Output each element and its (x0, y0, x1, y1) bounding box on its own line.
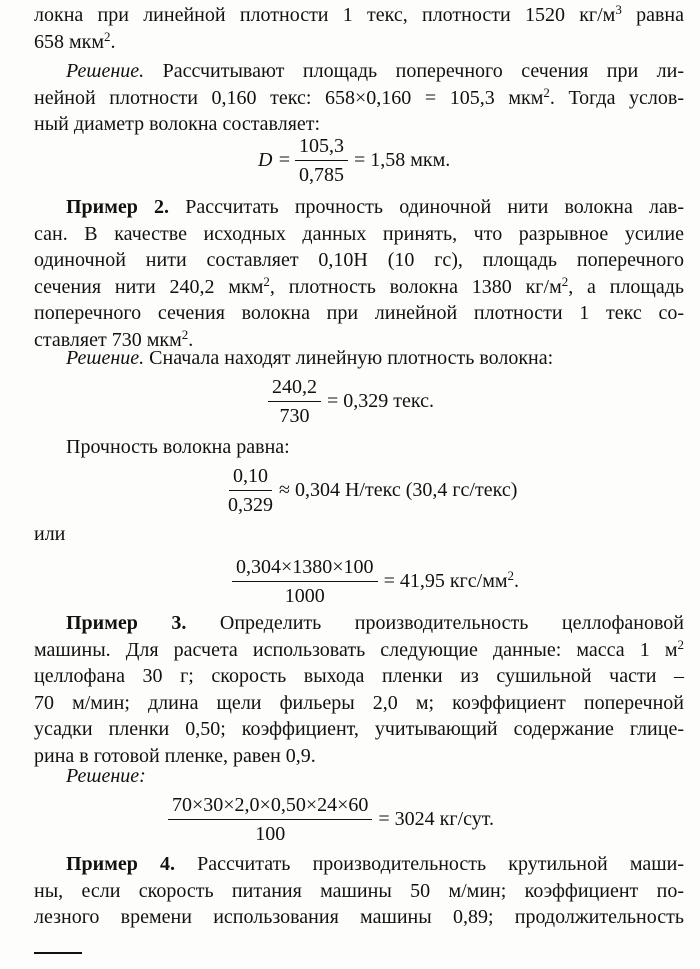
fraction (228, 464, 273, 517)
formula-linear-density (268, 375, 434, 428)
denominator: 0,329 (228, 494, 273, 516)
text-line: ны, если скорость питания машины 50 м/мин; коэффициент по- (34, 879, 684, 902)
numerator: 0,10 (229, 464, 272, 491)
fraction (232, 555, 378, 608)
numerator: 0,304×1380×100 (232, 555, 378, 582)
text-line: Пример 3. Определить производительность целлофановой (66, 612, 685, 634)
text-line: сан. В качестве исходных данных принять, что разрывное усилие (34, 222, 684, 245)
formula-lhs: D = (258, 149, 291, 172)
text-line: поперечного сечения волокна при линейной плотности 1 текс со- (34, 302, 684, 324)
text-line (34, 763, 684, 790)
formula-result: = 1,58 мкм. (353, 149, 451, 172)
example-label: Пример 2. (66, 196, 170, 218)
text-line: ный диаметр волокна составляет: (34, 113, 321, 135)
strength-line (34, 434, 684, 461)
denominator: 730 (279, 405, 310, 427)
formula-result: = 0,329 текс. (327, 390, 434, 413)
text-line: 70 м/мин; длина щели фильеры 2,0 м; коэффициент поперечной (34, 691, 684, 714)
solution-label: Решение. (66, 60, 145, 82)
formula-strength-alt (232, 555, 519, 608)
text-line: одиночной нити составляет 0,10Н (10 гс), площадь поперечного (34, 249, 684, 271)
formula-diameter (258, 134, 450, 187)
solution-2-paragraph (34, 345, 684, 372)
formula-result: = 41,95 кгс/$мм^2$. (383, 568, 520, 593)
text-line: Решение. Сначала находят линейную плотность волокна: (66, 347, 554, 369)
example-label: Пример 4. (66, 853, 175, 875)
text-line: лезного времени использования машины 0,89; продолжительность (34, 906, 684, 928)
solution-label: Решение. (66, 347, 145, 369)
text-line: 658 мкм$^2$. (34, 28, 116, 53)
solution-3-paragraph (34, 763, 684, 790)
solution-label: Решение: (66, 765, 146, 787)
text-line: или (34, 523, 66, 545)
solution-1-paragraph (34, 58, 684, 138)
numerator: 70×30×2,0×0,50×24×60 (168, 793, 372, 820)
text-line: нейной плотности 0,160 текс: 658×0,160 = 105,3 мкм$^2$. Тогда услов- (34, 84, 684, 109)
example-4-paragraph (34, 851, 684, 931)
text-line: локна при линейной плотности 1 текс, плотности 1520 $кг/м^3$ равна (34, 2, 685, 26)
text-line: целлофана 30 г; скорость выхода пленки из сушильной части – (34, 665, 684, 687)
text-line: Пример 4. Рассчитать производительность крутильной маши- (66, 853, 684, 875)
denominator: 0,785 (298, 164, 344, 186)
formula-result: ≈ 0,304 Н/текс (30,4 гс/текс) (279, 479, 518, 502)
fraction (268, 375, 321, 428)
formula-strength (228, 464, 517, 517)
text-line: ставляет 730 мкм$^2$. (34, 326, 194, 351)
example-3-paragraph (34, 610, 684, 769)
or-line (34, 521, 684, 548)
example-label: Пример 3. (66, 612, 187, 634)
fraction (295, 134, 348, 187)
text-line: сечения нити 240,2 мкм$^2$, плотность волокна 1380 $кг/м^2$, а площадь (34, 273, 685, 298)
paragraph-continuation (34, 2, 684, 55)
formula-productivity (168, 793, 494, 846)
text-line: Пример 2. Рассчитать прочность одиночной нити волокна лав- (66, 196, 685, 218)
text-line: Решение. Рассчитывают площадь поперечного сечения при ли- (66, 60, 684, 82)
text-line: Прочность волокна равна: (66, 436, 290, 458)
example-2-paragraph (34, 194, 684, 353)
fraction (168, 793, 372, 846)
denominator: 1000 (284, 585, 325, 607)
numerator: 105,3 (295, 134, 348, 161)
denominator: 100 (255, 823, 286, 845)
text-line: машины. Для расчета использовать следующие данные: масса 1 $м^2$ (34, 636, 684, 661)
footnote-rule (34, 952, 82, 954)
text-line: усадки пленки 0,50; коэффициент, учитывающий содержание глице- (34, 718, 684, 740)
text-line: рина в готовой пленке, равен 0,9. (34, 744, 316, 767)
formula-result: = 3024 кг/сут. (378, 808, 495, 831)
numerator: 240,2 (268, 375, 321, 402)
